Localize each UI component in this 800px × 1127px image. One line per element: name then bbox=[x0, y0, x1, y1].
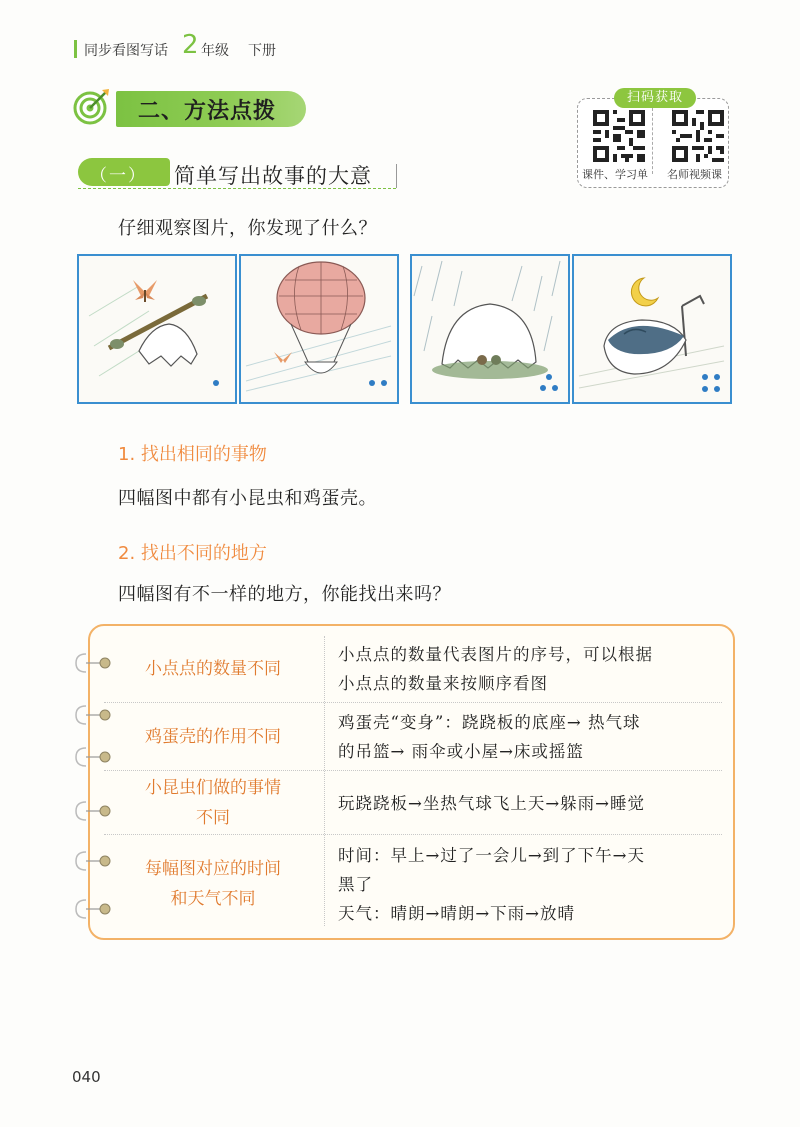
table-row-description-line: 天气：晴朗→晴朗→下雨→放晴 bbox=[338, 903, 575, 923]
qr-code-courseware[interactable] bbox=[593, 110, 645, 162]
page-number: 040 bbox=[72, 1068, 101, 1086]
table-row-description-line: 的吊篮→ 雨伞或小屋→床或摇篮 bbox=[338, 742, 584, 761]
grade-label: 年级 bbox=[201, 43, 229, 59]
table-row-description-line: 小点点的数量来按顺序看图 bbox=[338, 674, 548, 693]
picture-dot bbox=[702, 374, 708, 380]
intro-question: 仔细观察图片，你发现了什么？ bbox=[118, 218, 377, 239]
picture-3-rain bbox=[410, 254, 570, 404]
table-row-description-line: 鸡蛋壳“变身”：跷跷板的底座→ 热气球 bbox=[338, 713, 641, 732]
qr-divider bbox=[652, 108, 653, 174]
table-row-description bbox=[338, 789, 718, 818]
table-row-description-line: 黑了 bbox=[338, 874, 373, 894]
binder-ring-icon bbox=[72, 742, 112, 772]
table-row-description-line: 小点点的数量代表图片的序号，可以根据 bbox=[338, 645, 653, 664]
table-row-description-line: 玩跷跷板→坐热气球飞上天→躲雨→睡觉 bbox=[338, 793, 645, 813]
picture-2-balloon bbox=[239, 254, 399, 404]
picture-dots bbox=[205, 372, 227, 394]
subsection-title: 简单写出故事的大意 bbox=[174, 164, 372, 188]
picture-dot bbox=[369, 380, 375, 386]
picture-4-night bbox=[572, 254, 732, 404]
subsection-number: （一） bbox=[90, 166, 147, 186]
table-row-label bbox=[104, 773, 322, 833]
picture-dot bbox=[552, 385, 558, 391]
column-divider bbox=[324, 636, 325, 926]
picture-dot bbox=[213, 380, 219, 386]
qr-caption-video: 名师视频课 bbox=[667, 168, 722, 181]
binder-ring-icon bbox=[72, 894, 112, 924]
binder-ring-icon bbox=[72, 846, 112, 876]
subsection-pill-arrow bbox=[160, 158, 170, 186]
picture-dots bbox=[538, 372, 560, 394]
subsection-underline bbox=[78, 188, 396, 189]
picture-dot bbox=[702, 386, 708, 392]
table-row-description bbox=[338, 640, 718, 698]
table-row-label-line: 每幅图对应的时间 bbox=[145, 859, 281, 879]
row-divider bbox=[104, 834, 722, 835]
subsection-end-mark bbox=[392, 164, 397, 188]
qr-caption-courseware: 课件、学习单 bbox=[582, 168, 648, 181]
picture-1-seesaw bbox=[77, 254, 237, 404]
book-series-title: 同步看图写话 bbox=[84, 43, 168, 59]
part1-text: 四幅图中都有小昆虫和鸡蛋壳。 bbox=[118, 488, 377, 509]
picture-dot bbox=[381, 380, 387, 386]
table-row-label-line: 不同 bbox=[196, 808, 230, 828]
volume-label: 下册 bbox=[248, 43, 276, 59]
part1-heading: 1. 找出相同的事物 bbox=[118, 444, 267, 465]
table-row-label bbox=[104, 722, 322, 752]
table-row-label-line: 小昆虫们做的事情 bbox=[145, 778, 281, 798]
picture-dot bbox=[714, 374, 720, 380]
table-row-description bbox=[338, 841, 718, 928]
picture-dot bbox=[546, 374, 552, 380]
picture-dots bbox=[367, 372, 389, 394]
part2-text: 四幅图有不一样的地方，你能找出来吗？ bbox=[118, 584, 451, 605]
table-row-description bbox=[338, 708, 718, 766]
table-row-label-line: 鸡蛋壳的作用不同 bbox=[145, 727, 281, 747]
picture-dot bbox=[714, 386, 720, 392]
binder-ring-icon bbox=[72, 700, 112, 730]
binder-ring-icon bbox=[72, 796, 112, 826]
picture-dot bbox=[540, 385, 546, 391]
qr-panel-tab: 扫码获取 bbox=[614, 88, 696, 108]
header-accent-bar bbox=[74, 40, 77, 58]
picture-dots bbox=[700, 372, 722, 394]
grade-number: 2 bbox=[182, 30, 199, 60]
row-divider bbox=[104, 770, 722, 771]
table-row-description-line: 时间：早上→过了一会儿→到了下午→天 bbox=[338, 845, 645, 865]
part2-heading: 2. 找出不同的地方 bbox=[118, 543, 267, 564]
table-row-label bbox=[104, 854, 322, 914]
table-row-label bbox=[104, 654, 322, 684]
qr-code-video[interactable] bbox=[672, 110, 724, 162]
table-row-label-line: 小点点的数量不同 bbox=[145, 659, 281, 679]
target-icon bbox=[72, 86, 112, 126]
table-row-label-line: 和天气不同 bbox=[170, 889, 256, 909]
row-divider bbox=[104, 702, 722, 703]
section-title: 二、方法点拨 bbox=[138, 99, 277, 124]
binder-ring-icon bbox=[72, 648, 112, 678]
